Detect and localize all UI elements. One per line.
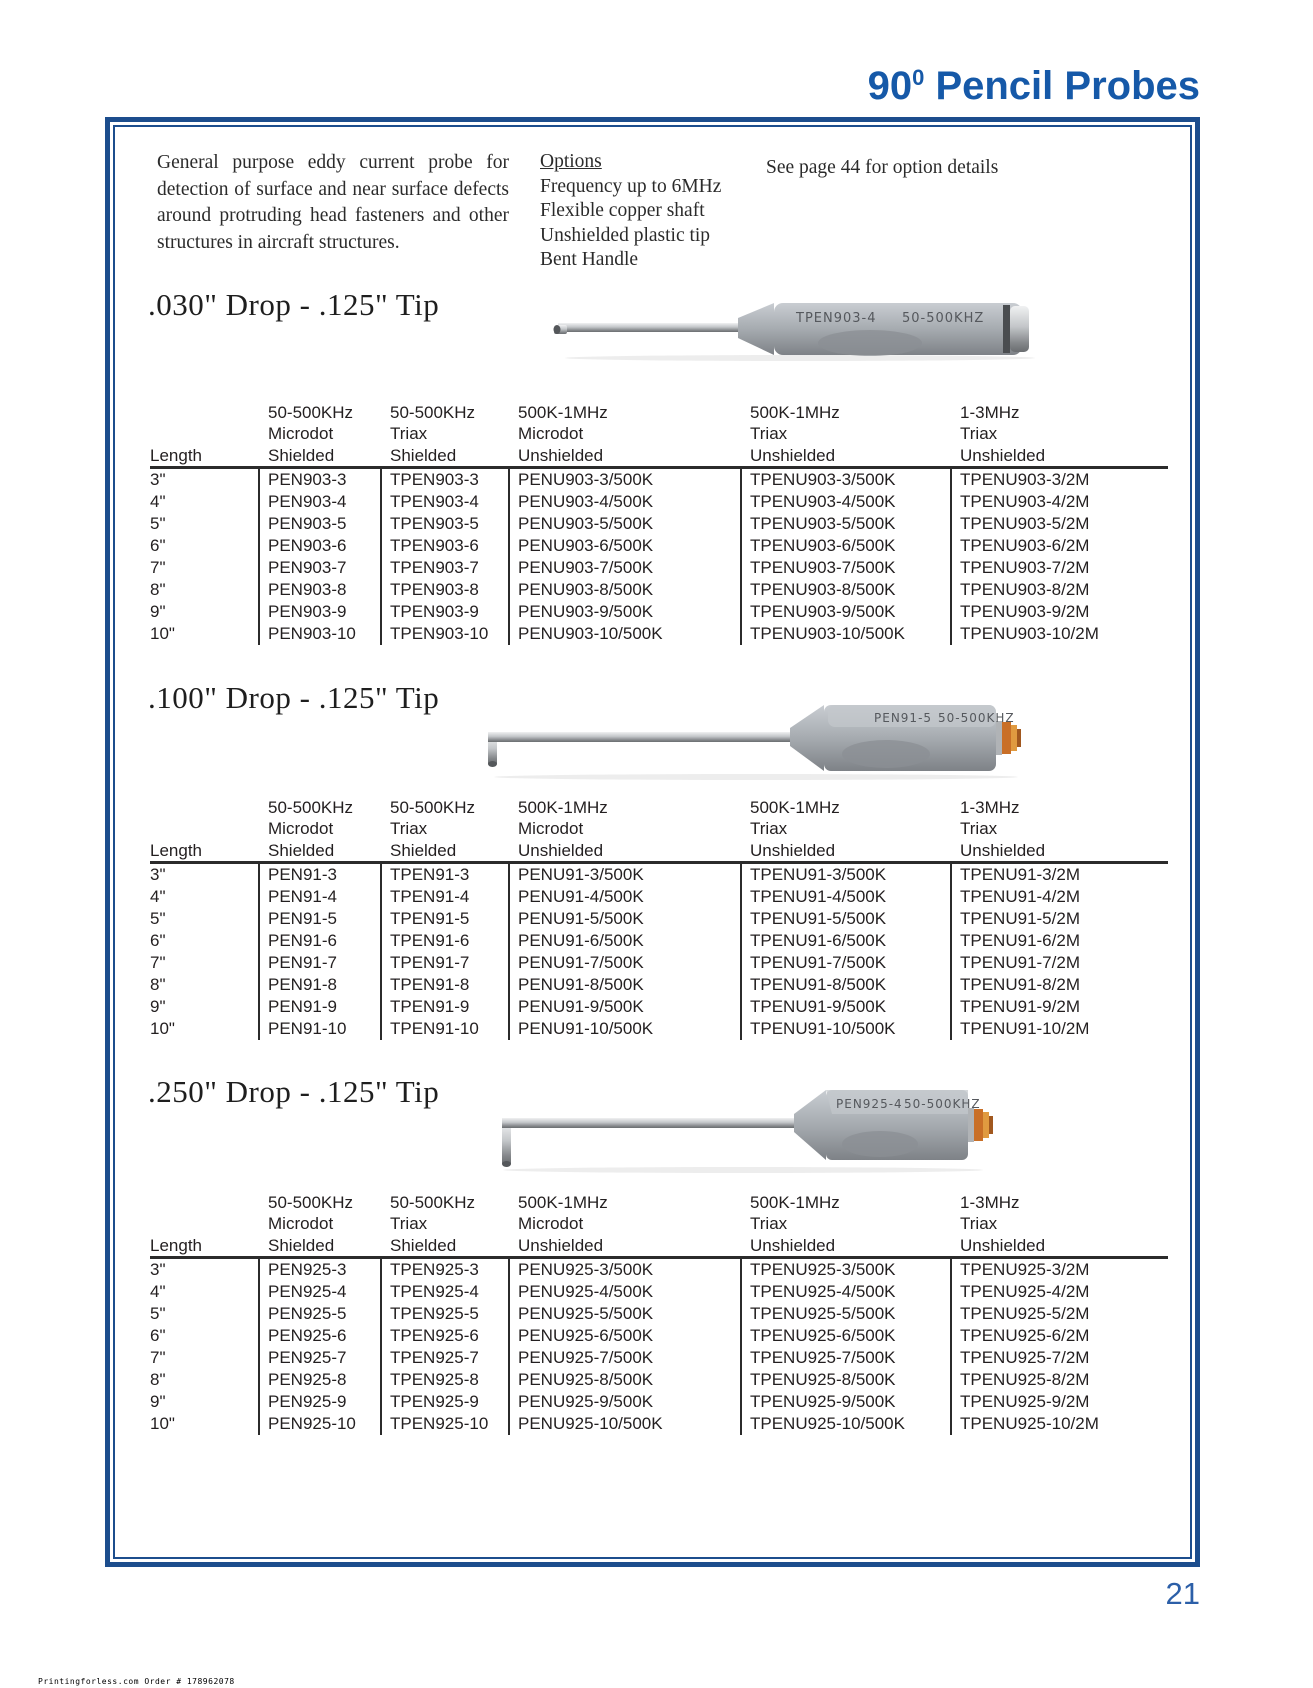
probe-shadow [503, 1167, 983, 1173]
part-number-cell: PENU903-8/500K [508, 579, 740, 601]
length-cell: 4" [150, 492, 166, 511]
part-number-cell: TPEN903-3 [380, 469, 508, 491]
part-number-cell: TPENU925-10/500K [740, 1413, 950, 1435]
part-number-cell: TPEN903-7 [380, 557, 508, 579]
table-row [150, 886, 1168, 908]
probe-shadow [494, 774, 1018, 780]
length-cell: 7" [150, 953, 166, 972]
length-cell: 8" [150, 1370, 166, 1389]
section-heading: .030" Drop - .125" Tip [148, 287, 440, 322]
part-number-cell: TPEN91-6 [380, 930, 508, 952]
probe-model-label: PEN925-4 [836, 1097, 903, 1111]
probe-shaft [502, 1118, 794, 1128]
table-row [150, 623, 1168, 645]
length-cell: 6" [150, 931, 166, 950]
part-number-cell: PENU925-6/500K [508, 1325, 740, 1347]
table-row [150, 513, 1168, 535]
part-number-cell: PEN91-8 [258, 974, 380, 996]
part-number-cell: PEN925-8 [258, 1369, 380, 1391]
part-number-cell: TPENU925-5/500K [740, 1303, 950, 1325]
part-number-cell: PENU925-3/500K [508, 1259, 740, 1281]
part-number-cell: TPENU903-3/2M [950, 469, 1168, 491]
length-cell: 5" [150, 909, 166, 928]
length-cell: 8" [150, 975, 166, 994]
length-cell: 10" [150, 1414, 175, 1433]
part-number-cell: PENU925-7/500K [508, 1347, 740, 1369]
part-number-cell: PEN903-3 [258, 469, 380, 491]
column-header: 1-3MHz Triax Unshielded [960, 797, 1046, 860]
part-number-cell: TPEN925-5 [380, 1303, 508, 1325]
part-number-cell: PENU91-10/500K [508, 1018, 740, 1040]
column-header-length: Length [150, 1235, 202, 1255]
part-number-cell: PENU903-4/500K [508, 491, 740, 513]
part-number-cell: TPENU925-10/2M [950, 1413, 1168, 1435]
part-number-cell: TPENU903-10/2M [950, 623, 1168, 645]
table-header [150, 400, 1168, 466]
table-header [150, 795, 1168, 861]
part-number-cell: TPENU925-4/2M [950, 1281, 1168, 1303]
part-number-cell: TPENU91-5/500K [740, 908, 950, 930]
length-cell: 5" [150, 1304, 166, 1323]
table-row [150, 996, 1168, 1018]
part-number-cell: TPENU925-3/2M [950, 1259, 1168, 1281]
part-number-cell: TPEN925-10 [380, 1413, 508, 1435]
part-number-cell: PEN91-10 [258, 1018, 380, 1040]
options-block [540, 150, 721, 273]
length-cell: 9" [150, 602, 166, 621]
part-number-cell: TPENU91-10/500K [740, 1018, 950, 1040]
table-row [150, 1303, 1168, 1325]
part-number-cell: TPEN91-7 [380, 952, 508, 974]
probe-connector [1010, 306, 1029, 352]
part-number-cell: TPEN925-4 [380, 1281, 508, 1303]
probe-shaft [488, 732, 790, 742]
part-number-cell: PEN903-9 [258, 601, 380, 623]
table-row [150, 1347, 1168, 1369]
part-number-cell: PENU925-5/500K [508, 1303, 740, 1325]
length-cell: 7" [150, 558, 166, 577]
table-row [150, 491, 1168, 513]
part-number-cell: TPENU903-9/2M [950, 601, 1168, 623]
part-number-cell: TPENU925-7/500K [740, 1347, 950, 1369]
part-number-cell: TPEN925-6 [380, 1325, 508, 1347]
part-number-cell: TPENU925-8/500K [740, 1369, 950, 1391]
table-row [150, 1018, 1168, 1040]
part-number-cell: TPENU925-8/2M [950, 1369, 1168, 1391]
part-number-cell: TPENU91-10/2M [950, 1018, 1168, 1040]
part-number-cell: TPEN91-3 [380, 864, 508, 886]
intro-line: structures in aircraft structures. [157, 231, 400, 253]
part-number-cell: TPEN903-4 [380, 491, 508, 513]
part-number-cell: TPENU925-4/500K [740, 1281, 950, 1303]
length-cell: 3" [150, 1260, 166, 1279]
column-header: 1-3MHz Triax Unshielded [960, 402, 1046, 465]
table-body [150, 1259, 1168, 1435]
part-number-cell: TPEN925-8 [380, 1369, 508, 1391]
table-row [150, 557, 1168, 579]
part-number-cell: TPENU903-5/500K [740, 513, 950, 535]
intro-line: around protruding head fasteners and other [157, 205, 509, 226]
table-body [150, 864, 1168, 1040]
part-number-cell: PENU91-8/500K [508, 974, 740, 996]
part-number-cell: PEN903-8 [258, 579, 380, 601]
table-row [150, 930, 1168, 952]
part-number-cell: TPENU903-7/500K [740, 557, 950, 579]
table-row [150, 974, 1168, 996]
part-number-cell: PENU925-4/500K [508, 1281, 740, 1303]
table-header [150, 1190, 1168, 1256]
column-header: 50-500KHz Microdot Shielded [268, 797, 354, 860]
length-cell: 10" [150, 1019, 175, 1038]
part-number-cell: PEN91-6 [258, 930, 380, 952]
part-number-cell: TPEN91-4 [380, 886, 508, 908]
part-number-cell: TPENU91-4/500K [740, 886, 950, 908]
length-cell: 9" [150, 997, 166, 1016]
table-row [150, 908, 1168, 930]
probe-photo-straight [550, 296, 1042, 362]
column-header: 1-3MHz Triax Unshielded [960, 1192, 1046, 1255]
part-number-cell: PENU91-5/500K [508, 908, 740, 930]
probe-shadow [565, 355, 1035, 361]
part-number-cell: PENU903-6/500K [508, 535, 740, 557]
column-header: 500K-1MHz Triax Unshielded [750, 1192, 840, 1255]
parts-table [150, 1190, 1168, 1435]
column-header: 50-500KHz Triax Shielded [390, 1192, 476, 1255]
part-number-cell: TPENU91-6/2M [950, 930, 1168, 952]
length-cell: 9" [150, 1392, 166, 1411]
column-header: 500K-1MHz Microdot Unshielded [518, 797, 608, 860]
column-header: 500K-1MHz Microdot Unshielded [518, 402, 608, 465]
part-number-cell: TPEN925-9 [380, 1391, 508, 1413]
part-number-cell: PEN91-7 [258, 952, 380, 974]
page-title [0, 64, 1200, 109]
probe-frequency-label: 50-500KHZ [938, 711, 1015, 725]
part-number-cell: TPEN925-7 [380, 1347, 508, 1369]
table-row [150, 601, 1168, 623]
table-body [150, 469, 1168, 645]
table-row [150, 952, 1168, 974]
part-number-cell: TPENU925-5/2M [950, 1303, 1168, 1325]
part-number-cell: PENU903-9/500K [508, 601, 740, 623]
part-number-cell: TPENU925-3/500K [740, 1259, 950, 1281]
intro-paragraph [157, 150, 509, 256]
option-item: Flexible copper shaft [540, 200, 705, 221]
part-number-cell: TPENU903-6/2M [950, 535, 1168, 557]
part-number-cell: PENU925-9/500K [508, 1391, 740, 1413]
part-number-cell: TPENU91-6/500K [740, 930, 950, 952]
print-order-footer: Printingforless.com Order # 178962078 [38, 1677, 235, 1686]
part-number-cell: TPENU91-9/2M [950, 996, 1168, 1018]
part-number-cell: PENU91-7/500K [508, 952, 740, 974]
probe-bent-tip [502, 1122, 511, 1164]
part-number-cell: PEN91-4 [258, 886, 380, 908]
table-row [150, 535, 1168, 557]
part-number-cell: PEN91-3 [258, 864, 380, 886]
part-number-cell: TPENU903-5/2M [950, 513, 1168, 535]
table-row [150, 1391, 1168, 1413]
length-cell: 6" [150, 1326, 166, 1345]
part-number-cell: TPEN903-5 [380, 513, 508, 535]
option-item: Unshielded plastic tip [540, 224, 711, 246]
probe-frequency-label: 50-500KHZ [904, 1097, 981, 1111]
table-row [150, 864, 1168, 886]
part-number-cell: TPENU925-7/2M [950, 1347, 1168, 1369]
part-number-cell: PEN925-3 [258, 1259, 380, 1281]
probe-connector [974, 1109, 983, 1141]
part-number-cell: TPENU903-8/500K [740, 579, 950, 601]
part-number-cell: TPENU91-7/500K [740, 952, 950, 974]
options-heading: Options [540, 151, 602, 172]
table-row [150, 1281, 1168, 1303]
part-number-cell: PENU91-3/500K [508, 864, 740, 886]
probe-model-label: TPEN903-4 [796, 311, 877, 326]
length-cell: 3" [150, 470, 166, 489]
part-number-cell: TPENU91-5/2M [950, 908, 1168, 930]
section-heading: .100" Drop - .125" Tip [148, 680, 440, 715]
probe-shaft [558, 323, 740, 332]
part-number-cell: PENU903-7/500K [508, 557, 740, 579]
column-header: 500K-1MHz Triax Unshielded [750, 797, 840, 860]
length-cell: 4" [150, 1282, 166, 1301]
part-number-cell: PENU91-4/500K [508, 886, 740, 908]
length-cell: 6" [150, 536, 166, 555]
part-number-cell: PENU925-8/500K [508, 1369, 740, 1391]
part-number-cell: PENU903-5/500K [508, 513, 740, 535]
probe-photo-bent-100 [476, 692, 1024, 782]
part-number-cell: TPEN903-10 [380, 623, 508, 645]
parts-table [150, 400, 1168, 645]
length-cell: 4" [150, 887, 166, 906]
part-number-cell: PENU903-10/500K [508, 623, 740, 645]
part-number-cell: TPENU91-9/500K [740, 996, 950, 1018]
part-number-cell: TPENU925-6/2M [950, 1325, 1168, 1347]
part-number-cell: TPENU903-4/2M [950, 491, 1168, 513]
part-number-cell: PEN91-5 [258, 908, 380, 930]
probe-connector [1002, 722, 1011, 754]
part-number-cell: TPENU91-3/2M [950, 864, 1168, 886]
part-number-cell: TPENU903-6/500K [740, 535, 950, 557]
probe-model-label: PEN91-5 [874, 711, 933, 725]
page-number: 21 [1165, 1576, 1200, 1611]
table-row [150, 1369, 1168, 1391]
column-header-length: Length [150, 840, 202, 860]
part-number-cell: PENU903-3/500K [508, 469, 740, 491]
part-number-cell: TPENU925-6/500K [740, 1325, 950, 1347]
part-number-cell: TPEN91-8 [380, 974, 508, 996]
part-number-cell: PEN925-7 [258, 1347, 380, 1369]
degree-superscript: 0 [912, 65, 925, 90]
page-title-number: 90 [867, 64, 913, 108]
option-item: Frequency up to 6MHz [540, 175, 722, 197]
column-header: 500K-1MHz Triax Unshielded [750, 402, 840, 465]
column-header: 50-500KHz Microdot Shielded [268, 1192, 354, 1255]
part-number-cell: PEN925-5 [258, 1303, 380, 1325]
part-number-cell: PEN903-5 [258, 513, 380, 535]
column-header: 50-500KHz Microdot Shielded [268, 402, 354, 465]
intro-line: detection of surface and near surface defects [157, 178, 509, 200]
part-number-cell: PEN925-4 [258, 1281, 380, 1303]
length-cell: 3" [150, 865, 166, 884]
part-number-cell: PEN903-10 [258, 623, 380, 645]
part-number-cell: TPENU91-7/2M [950, 952, 1168, 974]
part-number-cell: TPEN91-10 [380, 1018, 508, 1040]
part-number-cell: PEN903-7 [258, 557, 380, 579]
part-number-cell: TPEN903-8 [380, 579, 508, 601]
table-row [150, 1325, 1168, 1347]
part-number-cell: PENU925-10/500K [508, 1413, 740, 1435]
part-number-cell: TPENU903-9/500K [740, 601, 950, 623]
option-item: Bent Handle [540, 249, 639, 270]
part-number-cell: TPEN91-5 [380, 908, 508, 930]
part-number-cell: PEN925-6 [258, 1325, 380, 1347]
probe-frequency-label: 50-500KHZ [902, 311, 985, 326]
table-row [150, 1413, 1168, 1435]
length-cell: 7" [150, 1348, 166, 1367]
part-number-cell: PENU91-9/500K [508, 996, 740, 1018]
table-row [150, 1259, 1168, 1281]
column-header: 50-500KHz Triax Shielded [390, 797, 476, 860]
intro-line: General purpose eddy current probe for [157, 152, 509, 173]
part-number-cell: PEN925-10 [258, 1413, 380, 1435]
part-number-cell: PEN925-9 [258, 1391, 380, 1413]
part-number-cell: TPENU903-3/500K [740, 469, 950, 491]
part-number-cell: TPENU903-7/2M [950, 557, 1168, 579]
length-cell: 10" [150, 624, 175, 643]
part-number-cell: TPENU91-8/500K [740, 974, 950, 996]
part-number-cell: PENU91-6/500K [508, 930, 740, 952]
parts-table [150, 795, 1168, 1040]
part-number-cell: TPENU925-9/500K [740, 1391, 950, 1413]
column-header-length: Length [150, 445, 202, 465]
column-header: 500K-1MHz Microdot Unshielded [518, 1192, 608, 1255]
option-details-note: See page 44 for option details [766, 157, 999, 178]
probe-photo-bent-250 [488, 1082, 993, 1174]
part-number-cell: TPENU91-3/500K [740, 864, 950, 886]
part-number-cell: TPEN91-9 [380, 996, 508, 1018]
part-number-cell: TPENU903-10/500K [740, 623, 950, 645]
length-cell: 8" [150, 580, 166, 599]
part-number-cell: TPEN903-9 [380, 601, 508, 623]
part-number-cell: TPENU91-8/2M [950, 974, 1168, 996]
part-number-cell: TPENU91-4/2M [950, 886, 1168, 908]
page-title-text: Pencil Probes [924, 64, 1200, 108]
part-number-cell: TPENU925-9/2M [950, 1391, 1168, 1413]
part-number-cell: TPEN903-6 [380, 535, 508, 557]
part-number-cell: TPENU903-8/2M [950, 579, 1168, 601]
length-cell: 5" [150, 514, 166, 533]
table-row [150, 579, 1168, 601]
table-row [150, 469, 1168, 491]
part-number-cell: TPEN925-3 [380, 1259, 508, 1281]
column-header: 50-500KHz Triax Shielded [390, 402, 476, 465]
section-heading: .250" Drop - .125" Tip [148, 1074, 440, 1109]
part-number-cell: PEN903-4 [258, 491, 380, 513]
part-number-cell: TPENU903-4/500K [740, 491, 950, 513]
part-number-cell: PEN91-9 [258, 996, 380, 1018]
part-number-cell: PEN903-6 [258, 535, 380, 557]
